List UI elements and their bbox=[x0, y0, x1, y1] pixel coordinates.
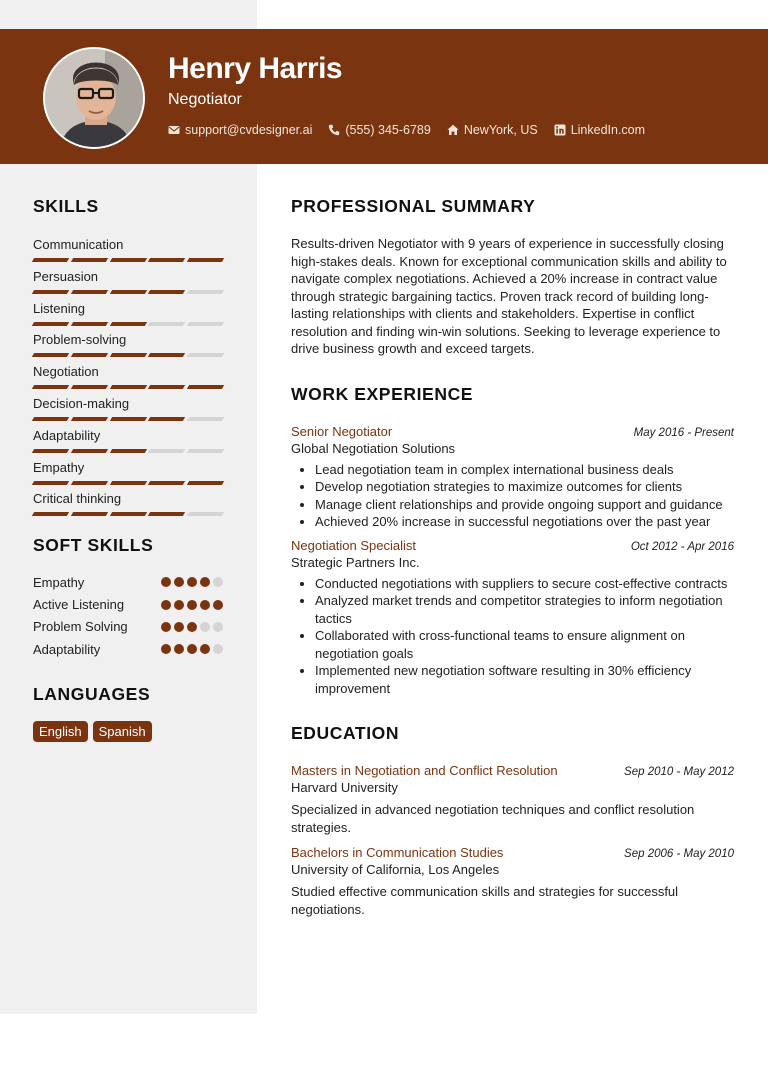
skill-level-bar bbox=[33, 290, 223, 294]
right-column bbox=[291, 196, 734, 918]
job-title: Senior Negotiator bbox=[291, 423, 393, 439]
soft-skills-heading: SOFT SKILLS bbox=[33, 535, 154, 556]
job-entry bbox=[291, 538, 734, 698]
skill-level-segment bbox=[32, 481, 69, 485]
skill-item bbox=[33, 237, 223, 269]
job-header bbox=[291, 424, 734, 439]
skill-level-segment bbox=[71, 417, 108, 421]
job-bullet: • Develop negotiation strategies to maximize outcomes for clients bbox=[315, 478, 734, 496]
contact-location-text: NewYork, US bbox=[463, 123, 538, 137]
skill-level-segment bbox=[148, 385, 185, 389]
skills-list bbox=[33, 237, 223, 523]
envelope-icon bbox=[168, 124, 180, 136]
job-company: Global Negotiation Solutions bbox=[291, 440, 456, 456]
skill-level-segment bbox=[109, 322, 146, 326]
soft-skill-item bbox=[33, 638, 223, 660]
skill-name: Adaptability bbox=[33, 427, 101, 443]
skill-item bbox=[33, 332, 223, 364]
education-degree: Masters in Negotiation and Conflict Resolution bbox=[291, 763, 558, 778]
skill-name: Critical thinking bbox=[33, 491, 122, 507]
experience-heading: WORK EXPERIENCE bbox=[291, 383, 474, 404]
skill-name: Decision-making bbox=[33, 395, 130, 411]
rating-dot bbox=[174, 622, 184, 632]
soft-skill-rating bbox=[161, 622, 223, 632]
job-bullet: • Achieved 20% increase in successful negotiations over the past year bbox=[315, 513, 734, 531]
job-bullet: • Lead negotiation team in complex international business deals bbox=[315, 461, 734, 479]
education-description: Studied effective communication skills and strategies for successful negotiations. bbox=[291, 884, 679, 917]
skill-level-segment bbox=[187, 258, 224, 262]
left-column bbox=[33, 196, 223, 742]
skill-level-segment bbox=[148, 353, 185, 357]
skill-level-segment bbox=[148, 258, 185, 262]
skill-level-bar bbox=[33, 449, 223, 453]
language-badge: English bbox=[33, 721, 88, 742]
rating-dot bbox=[213, 577, 223, 587]
education-date: Sep 2010 - May 2012 bbox=[624, 766, 734, 778]
education-description: Specialized in advanced negotiation techniques and conflict resolution strategies. bbox=[291, 802, 695, 835]
skill-level-segment bbox=[32, 290, 69, 294]
skill-name: Problem-solving bbox=[33, 332, 127, 348]
linkedin-icon bbox=[554, 124, 566, 136]
skill-level-segment bbox=[71, 449, 108, 453]
job-bullets bbox=[291, 461, 734, 531]
skill-item bbox=[33, 428, 223, 460]
skill-item bbox=[33, 460, 223, 492]
home-icon bbox=[447, 124, 459, 136]
summary-text: Results-driven Negotiator with 9 years of experience in successfully closing high-stakes deals. Known for exceptional communication skills and ability to navigate complex negotiations. Achieved a 20% increase in contract value through strategic bargaining tactics. Proven track record of building long-lasting relationships with clients and stakeholders. Expertise in conflict resolution and finding win-win solutions. Seeking to leverage experience to drive business growth and exceed targets. bbox=[291, 236, 727, 356]
skill-level-segment bbox=[148, 449, 185, 453]
experience-list bbox=[291, 424, 734, 698]
rating-dot bbox=[161, 577, 171, 587]
skill-level-segment bbox=[187, 385, 224, 389]
skill-level-segment bbox=[109, 417, 146, 421]
skill-item bbox=[33, 491, 223, 523]
skill-level-segment bbox=[148, 481, 185, 485]
skill-level-segment bbox=[148, 290, 185, 294]
skill-level-segment bbox=[71, 353, 108, 357]
job-bullets bbox=[291, 575, 734, 698]
education-entry bbox=[291, 845, 734, 918]
skill-level-segment bbox=[109, 481, 146, 485]
rating-dot bbox=[161, 622, 171, 632]
education-degree: Bachelors in Communication Studies bbox=[291, 845, 504, 860]
rating-dot bbox=[200, 600, 210, 610]
skill-level-segment bbox=[71, 385, 108, 389]
contact-phone[interactable] bbox=[328, 123, 430, 137]
avatar bbox=[43, 47, 145, 149]
skill-level-segment bbox=[187, 481, 224, 485]
rating-dot bbox=[161, 644, 171, 654]
skill-level-segment bbox=[71, 322, 108, 326]
education-list bbox=[291, 763, 734, 918]
contact-bar bbox=[168, 123, 645, 137]
job-bullet: • Analyzed market trends and competitor strategies to inform negotiation tactics bbox=[315, 592, 734, 627]
rating-dot bbox=[213, 622, 223, 632]
skill-item bbox=[33, 364, 223, 396]
rating-dot bbox=[213, 600, 223, 610]
skill-level-segment bbox=[148, 417, 185, 421]
education-header bbox=[291, 845, 734, 860]
skill-level-segment bbox=[109, 353, 146, 357]
skill-level-segment bbox=[148, 512, 185, 516]
job-date: Oct 2012 - Apr 2016 bbox=[630, 540, 734, 553]
skill-level-bar bbox=[33, 512, 223, 516]
job-bullet: • Manage client relationships and provide ongoing support and guidance bbox=[315, 496, 734, 514]
skill-level-segment bbox=[32, 322, 69, 326]
skill-item bbox=[33, 301, 223, 333]
skill-level-bar bbox=[33, 481, 223, 485]
skill-level-segment bbox=[32, 353, 69, 357]
rating-dot bbox=[187, 577, 197, 587]
phone-icon bbox=[328, 124, 340, 136]
rating-dot bbox=[187, 600, 197, 610]
skill-level-bar bbox=[33, 258, 223, 262]
rating-dot bbox=[187, 622, 197, 632]
rating-dot bbox=[200, 644, 210, 654]
contact-linkedin-text: LinkedIn.com bbox=[570, 123, 646, 137]
education-heading: EDUCATION bbox=[291, 723, 400, 743]
skill-level-segment bbox=[187, 417, 224, 421]
skill-level-segment bbox=[32, 512, 69, 516]
rating-dot bbox=[200, 622, 210, 632]
language-badge: Spanish bbox=[93, 721, 152, 742]
education-header bbox=[291, 763, 734, 778]
skill-level-segment bbox=[32, 417, 69, 421]
contact-email[interactable] bbox=[168, 123, 312, 137]
skill-level-segment bbox=[71, 258, 108, 262]
soft-skill-item bbox=[33, 571, 223, 593]
skill-level-bar bbox=[33, 385, 223, 389]
skill-level-segment bbox=[187, 322, 224, 326]
skill-level-segment bbox=[32, 258, 69, 262]
candidate-name: Henry Harris bbox=[168, 52, 343, 85]
job-header bbox=[291, 538, 734, 553]
job-title: Negotiation Specialist bbox=[291, 537, 417, 553]
skill-level-segment bbox=[71, 290, 108, 294]
skill-item bbox=[33, 396, 223, 428]
education-school: Harvard University bbox=[291, 780, 398, 795]
skill-name: Empathy bbox=[33, 459, 85, 475]
skill-level-segment bbox=[109, 385, 146, 389]
soft-skill-item bbox=[33, 616, 223, 638]
skill-level-segment bbox=[109, 290, 146, 294]
contact-linkedin[interactable] bbox=[554, 123, 645, 137]
summary-heading: PROFESSIONAL SUMMARY bbox=[291, 196, 536, 216]
skill-name: Persuasion bbox=[33, 268, 99, 284]
skill-name: Negotiation bbox=[33, 364, 99, 380]
skill-level-segment bbox=[187, 512, 224, 516]
rating-dot bbox=[213, 644, 223, 654]
skill-level-segment bbox=[187, 290, 224, 294]
skill-name: Listening bbox=[33, 300, 86, 316]
education-entry bbox=[291, 763, 734, 836]
skill-level-segment bbox=[71, 481, 108, 485]
job-bullet: • Collaborated with cross-functional teams to ensure alignment on negotiation goals bbox=[315, 627, 734, 662]
skill-level-segment bbox=[32, 449, 69, 453]
portrait-icon bbox=[45, 49, 145, 149]
rating-dot bbox=[200, 577, 210, 587]
skill-level-bar bbox=[33, 353, 223, 357]
rating-dot bbox=[174, 577, 184, 587]
soft-skill-name: Empathy bbox=[33, 574, 85, 590]
soft-skill-rating bbox=[161, 644, 223, 654]
contact-location bbox=[447, 123, 538, 137]
soft-skill-name: Adaptability bbox=[33, 641, 101, 657]
job-bullet: • Conducted negotiations with suppliers to secure cost-effective contracts bbox=[315, 575, 734, 593]
soft-skills-list bbox=[33, 571, 223, 660]
skill-level-segment bbox=[187, 449, 224, 453]
languages-list bbox=[33, 721, 223, 742]
candidate-title: Negotiator bbox=[168, 91, 242, 108]
skill-level-segment bbox=[109, 512, 146, 516]
soft-skill-name: Problem Solving bbox=[33, 619, 128, 635]
soft-skill-rating bbox=[161, 577, 223, 587]
rating-dot bbox=[174, 644, 184, 654]
rating-dot bbox=[174, 600, 184, 610]
education-school: University of California, Los Angeles bbox=[291, 862, 500, 877]
rating-dot bbox=[187, 644, 197, 654]
soft-skill-item bbox=[33, 593, 223, 615]
skill-level-segment bbox=[109, 449, 146, 453]
skill-name: Communication bbox=[33, 237, 124, 252]
skill-level-segment bbox=[148, 322, 185, 326]
skill-level-bar bbox=[33, 322, 223, 326]
soft-skill-rating bbox=[161, 600, 223, 610]
job-bullet: • Implemented new negotiation software resulting in 30% efficiency improvement bbox=[315, 662, 734, 697]
skill-level-segment bbox=[187, 353, 224, 357]
job-date: May 2016 - Present bbox=[633, 426, 734, 439]
languages-heading: LANGUAGES bbox=[33, 684, 151, 705]
contact-phone-text: (555) 345-6789 bbox=[345, 123, 431, 137]
soft-skill-name: Active Listening bbox=[33, 597, 125, 613]
skill-item bbox=[33, 269, 223, 301]
skill-level-bar bbox=[33, 417, 223, 421]
skill-level-segment bbox=[71, 512, 108, 516]
contact-email-text: support@cvdesigner.ai bbox=[185, 123, 313, 137]
job-company: Strategic Partners Inc. bbox=[291, 554, 420, 570]
skills-heading: SKILLS bbox=[33, 196, 99, 216]
education-date: Sep 2006 - May 2010 bbox=[624, 848, 734, 860]
rating-dot bbox=[161, 600, 171, 610]
job-entry bbox=[291, 424, 734, 531]
skill-level-segment bbox=[109, 258, 146, 262]
skill-level-segment bbox=[32, 385, 69, 389]
